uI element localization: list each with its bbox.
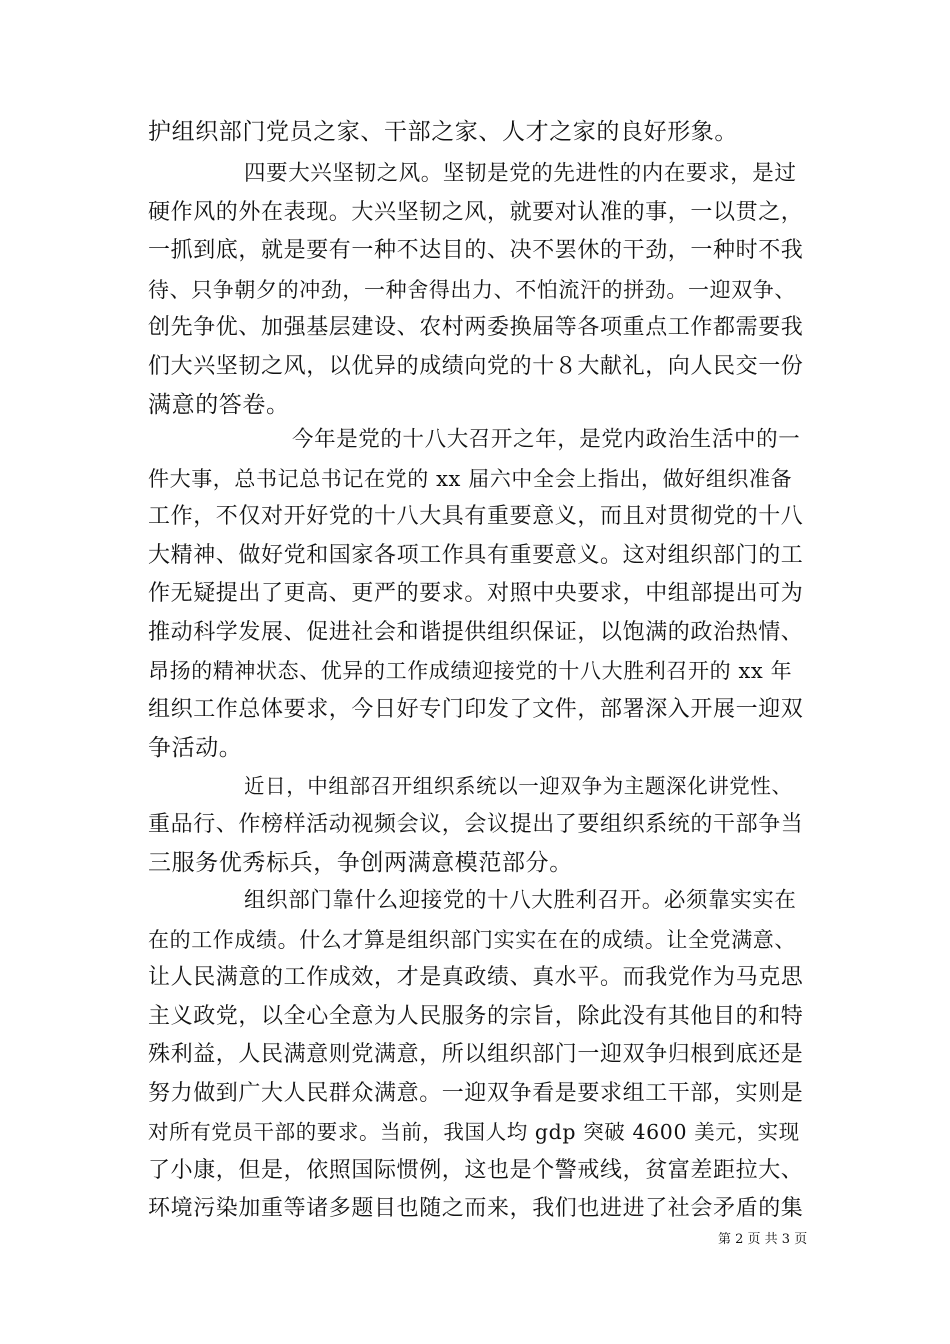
text-line: 环境污染加重等诸多题目也随之而来，我们也进进了社会矛盾的集 <box>148 1196 804 1221</box>
text-line: 一抓到底，就是要有一种不达目的、决不罢休的干劲，一种时不我 <box>148 238 804 263</box>
text-line: 工作，不仅对开好党的十八大具有重要意义，而且对贯彻党的十八 <box>148 504 804 529</box>
text-line: 殊利益，人民满意则党满意，所以组织部门一迎双争归根到底还是 <box>148 1042 804 1067</box>
text-line: 四要大兴坚韧之风。坚韧是党的先进性的内在要求，是过 <box>244 161 797 186</box>
text-line: 重品行、作榜样活动视频会议，会议提出了要组织系统的干部争当 <box>148 812 804 837</box>
text-line: 待、只争朝夕的冲劲，一种舍得出力、不怕流汗的拼劲。一迎双争、 <box>148 278 796 302</box>
text-line: 推动科学发展、促进社会和谐提供组织保证，以饱满的政治热情、 <box>148 620 804 645</box>
text-line: 护组织部门党员之家、干部之家、人才之家的良好形象。 <box>148 119 738 145</box>
text-line: 努力做到广大人民群众满意。一迎双争看是要求组工干部，实则是 <box>148 1081 804 1106</box>
text-line: 件大事，总书记总书记在党的 xx 届六中全会上指出，做好组织准备 <box>148 467 793 491</box>
text-line: 硬作风的外在表现。大兴坚韧之风，就要对认准的事，一以贯之， <box>148 200 804 225</box>
text-line: 今年是党的十八大召开之年，是党内政治生活中的一 <box>292 427 801 452</box>
text-line: 满意的答卷。 <box>148 392 290 418</box>
text-line: 创先争优、加强基层建设、农村两委换届等各项重点工作都需要我 <box>148 315 804 340</box>
text-line: 主义政党，以全心全意为人民服务的宗旨，除此没有其他目的和特 <box>148 1004 804 1029</box>
text-line: 让人民满意的工作成效，才是真政绩、真水平。而我党作为马克思 <box>148 965 804 990</box>
text-line: 在的工作成绩。什么才算是组织部门实实在在的成绩。让全党满意、 <box>148 928 796 952</box>
text-line: 争活动。 <box>148 735 243 761</box>
text-line: 作无疑提出了更高、更严的要求。对照中央要求，中组部提出可为 <box>148 581 804 606</box>
text-line: 了小康，但是，依照国际惯例，这也是个警戒线，贫富差距拉大、 <box>148 1158 804 1183</box>
text-line: 三服务优秀标兵，争创两满意模范部分。 <box>148 850 573 876</box>
text-line: 们大兴坚韧之风，以优异的成绩向党的十８大献礼，向人民交一份 <box>148 354 804 379</box>
text-line: 组织部门靠什么迎接党的十八大胜利召开。必须靠实实在 <box>244 888 797 913</box>
page-number: 第 2 页 共 3 页 <box>718 1232 808 1247</box>
text-line: 昂扬的精神状态、优异的工作成绩迎接党的十八大胜利召开的 xx 年 <box>148 659 793 683</box>
text-line: 组织工作总体要求，今日好专门印发了文件，部署深入开展一迎双 <box>148 697 804 722</box>
text-line: 对所有党员干部的要求。当前，我国人均 gdp 突破 4600 美元，实现 <box>148 1120 800 1144</box>
text-line: 近日，中组部召开组织系统以一迎双争为主题深化讲党性、 <box>244 774 793 798</box>
text-line: 大精神、做好党和国家各项工作具有重要意义。这对组织部门的工 <box>148 543 804 568</box>
